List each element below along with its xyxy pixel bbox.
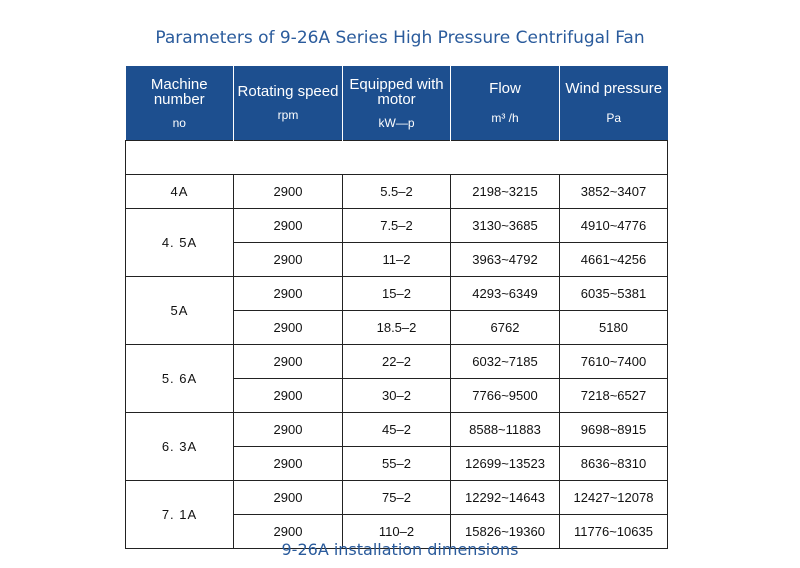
- machine-number-cell: 5A: [126, 277, 234, 345]
- motor-cell: 5.5–2: [343, 175, 451, 209]
- machine-number-cell: 4. 5A: [126, 209, 234, 277]
- flow-cell: 3130~3685: [451, 209, 560, 243]
- spacer-cell: [126, 141, 668, 175]
- header-motor: [343, 66, 451, 141]
- pressure-cell: 9698~8915: [560, 413, 668, 447]
- flow-cell: 8588~11883: [451, 413, 560, 447]
- header-rotating-speed: [234, 66, 343, 141]
- motor-cell: 22–2: [343, 345, 451, 379]
- flow-cell: 12699~13523: [451, 447, 560, 481]
- table-header: [126, 66, 668, 141]
- table-body: [126, 141, 668, 549]
- flow-cell: 12292~14643: [451, 481, 560, 515]
- header-unit: Pa: [606, 111, 622, 125]
- motor-cell: 55–2: [343, 447, 451, 481]
- speed-cell: 2900: [234, 175, 343, 209]
- header-label: Wind pressure: [565, 80, 663, 97]
- table-row: [126, 209, 668, 243]
- motor-cell: 75–2: [343, 481, 451, 515]
- header-label: Machine number: [150, 75, 208, 108]
- page-title: Parameters of 9-26A Series High Pressure Centrifugal Fan: [155, 28, 645, 48]
- speed-cell: 2900: [234, 277, 343, 311]
- motor-cell: 15–2: [343, 277, 451, 311]
- speed-cell: 2900: [234, 209, 343, 243]
- pressure-cell: 3852~3407: [560, 175, 668, 209]
- header-label: Rotating speed: [237, 83, 339, 100]
- pressure-cell: 4661~4256: [560, 243, 668, 277]
- machine-number-cell: 4A: [126, 175, 234, 209]
- motor-cell: 45–2: [343, 413, 451, 447]
- table-row: [126, 481, 668, 515]
- speed-cell: 2900: [234, 413, 343, 447]
- speed-cell: 2900: [234, 379, 343, 413]
- motor-cell: 18.5–2: [343, 311, 451, 345]
- table-row: [126, 175, 668, 209]
- motor-cell: 110–2: [343, 515, 451, 549]
- speed-cell: 2900: [234, 515, 343, 549]
- table-row: [126, 413, 668, 447]
- pressure-cell: 4910~4776: [560, 209, 668, 243]
- parameters-table: [125, 66, 668, 549]
- pressure-cell: 11776~10635: [560, 515, 668, 549]
- header-unit: kW—p: [378, 115, 415, 130]
- header-wind-pressure: [560, 66, 668, 141]
- pressure-cell: 5180: [560, 311, 668, 345]
- flow-cell: 7766~9500: [451, 379, 560, 413]
- pressure-cell: 7218~6527: [560, 379, 668, 413]
- pressure-cell: 12427~12078: [560, 481, 668, 515]
- motor-cell: 11–2: [343, 243, 451, 277]
- pressure-cell: 7610~7400: [560, 345, 668, 379]
- flow-cell: 6032~7185: [451, 345, 560, 379]
- machine-number-cell: 7. 1A: [126, 481, 234, 549]
- machine-number-cell: 6. 3A: [126, 413, 234, 481]
- speed-cell: 2900: [234, 311, 343, 345]
- header-unit: m³ /h: [491, 111, 519, 125]
- pressure-cell: 8636~8310: [560, 447, 668, 481]
- flow-cell: 4293~6349: [451, 277, 560, 311]
- motor-cell: 7.5–2: [343, 209, 451, 243]
- table-row: [126, 277, 668, 311]
- header-row: [126, 66, 668, 141]
- speed-cell: 2900: [234, 447, 343, 481]
- header-machine-number: [126, 66, 234, 141]
- figure-caption: 9-26A installation dimensions: [281, 540, 519, 559]
- flow-cell: 3963~4792: [451, 243, 560, 277]
- motor-cell: 30–2: [343, 379, 451, 413]
- pressure-cell: 6035~5381: [560, 277, 668, 311]
- header-label: Flow: [489, 80, 521, 97]
- table-row: [126, 345, 668, 379]
- flow-cell: 6762: [451, 311, 560, 345]
- header-unit: no: [172, 115, 186, 130]
- header-label: Equipped with motor: [349, 75, 444, 108]
- speed-cell: 2900: [234, 243, 343, 277]
- speed-cell: 2900: [234, 481, 343, 515]
- flow-cell: 2198~3215: [451, 175, 560, 209]
- machine-number-cell: 5. 6A: [126, 345, 234, 413]
- flow-cell: 15826~19360: [451, 515, 560, 549]
- header-spacer: [126, 141, 668, 175]
- header-unit: rpm: [277, 108, 299, 122]
- header-flow: [451, 66, 560, 141]
- speed-cell: 2900: [234, 345, 343, 379]
